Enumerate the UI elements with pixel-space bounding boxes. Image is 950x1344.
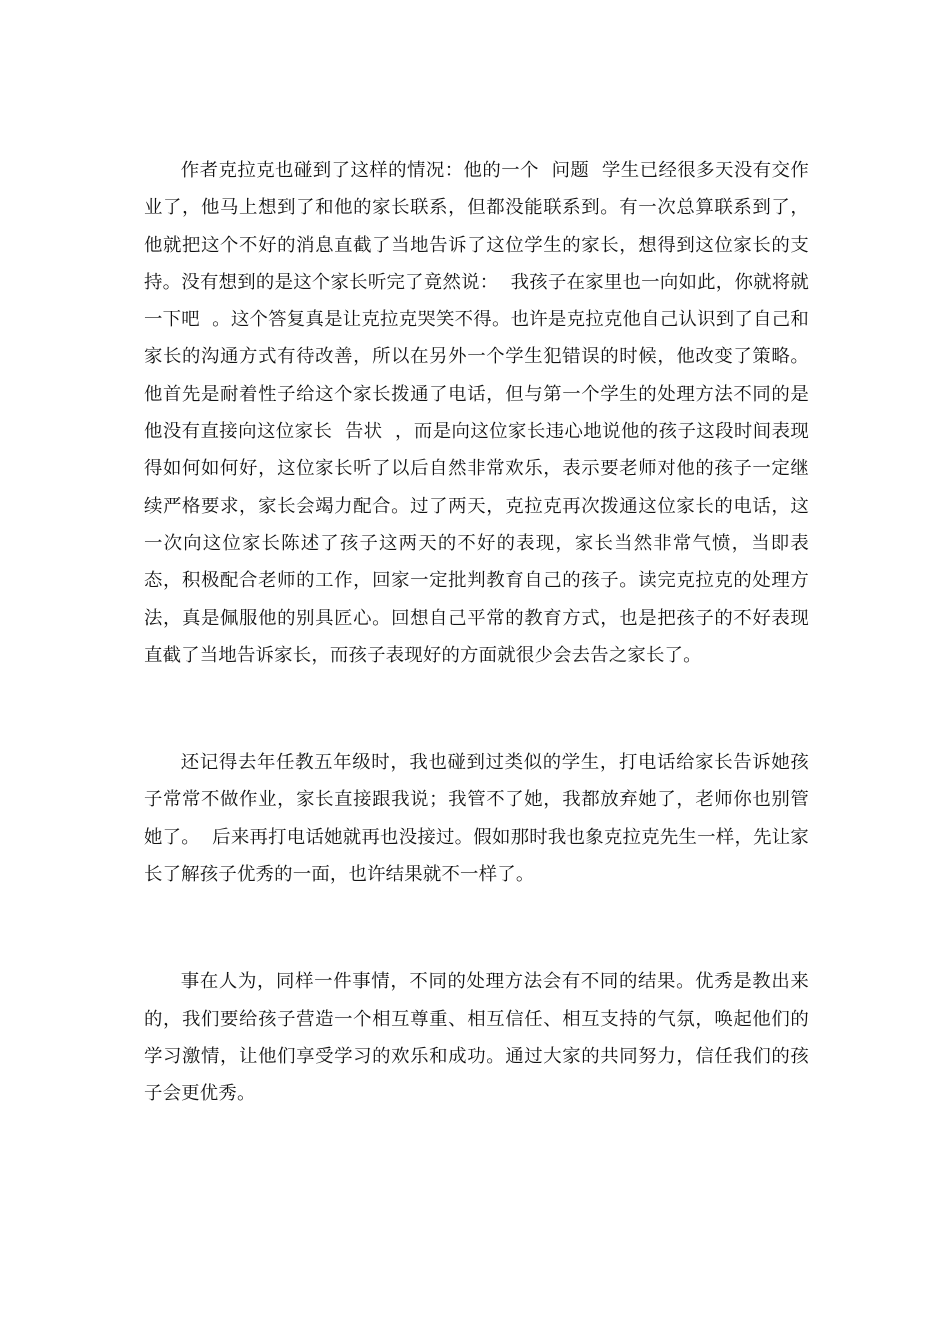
paragraph-2: 还记得去年任教五年级时，我也碰到过类似的学生，打电话给家长告诉她孩子常常不做作业，家长直接跟我说；我管不了她，我都放弃她了，老师你也别管她了。 后来再打电话她就再也没接过。假如那时我也象克拉克先生一样，先让家长了解孩子优秀的一面，也许结果就不一样了。: [144, 752, 809, 886]
document-body: [144, 152, 809, 1113]
paragraph-1: 作者克拉克也碰到了这样的情况：他的一个 问题 学生已经很多天没有交作业了，他马上想到了和他的家长联系，但都没能联系到。有一次总算联系到了，他就把这个不好的消息直截了当地告诉了这位学生的家长，想得到这位家长的支持。没有想到的是这个家长听完了竟然说： 我孩子在家里也一向如此，你就将就一下吧 。这个答复真是让克拉克哭笑不得。也许是克拉克他自己认识到了自己和家长的沟通方式有待改善，所以在另外一个学生犯错误的时候，他改变了策略。他首先是耐着性子给这个家长拨通了电话，但与第一个学生的处理方法不同的是他没有直接向这位家长 告状 ，而是向这位家长违心地说他的孩子这段时间表现得如何如何好，这位家长听了以后自然非常欢乐，表示要老师对他的孩子一定继续严格要求，家长会竭力配合。过了两天，克拉克再次拨通这位家长的电话，这一次向这位家长陈述了孩子这两天的不好的表现，家长当然非常气愤，当即表态，积极配合老师的工作，回家一定批判教育自己的孩子。读完克拉克的处理方法，真是佩服他的别具匠心。回想自己平常的教育方式，也是把孩子的不好表现直截了当地告诉家长，而孩子表现好的方面就很少会去告之家长了。: [144, 160, 809, 666]
paragraph-3: 事在人为，同样一件事情，不同的处理方法会有不同的结果。优秀是教出来的，我们要给孩子营造一个相互尊重、相互信任、相互支持的气氛，唤起他们的学习激情，让他们享受学习的欢乐和成功。通过大家的共同努力，信任我们的孩子会更优秀。: [144, 971, 809, 1105]
